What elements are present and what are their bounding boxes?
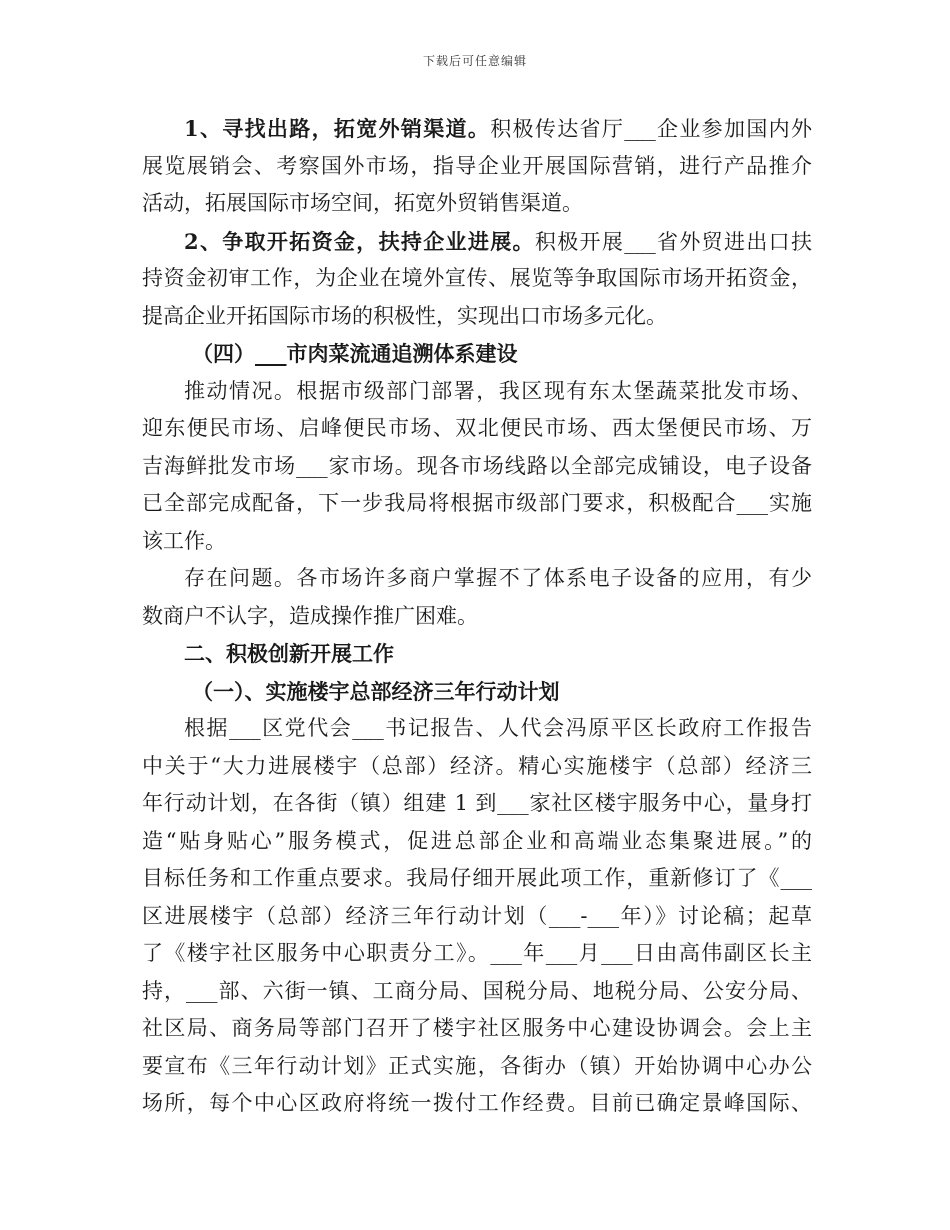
text-line: [142, 748, 812, 786]
text-line: [142, 1048, 812, 1086]
text-segment: 年行动计划，在各街（镇）组建 1 到___家社区楼宇服务中心，量身打: [142, 791, 812, 815]
text-line: [142, 673, 812, 711]
bold-text-segment: （一）、实施楼宇总部经济三年行动计划: [192, 678, 560, 704]
text-line: [142, 860, 812, 898]
text-line: [142, 598, 812, 636]
text-line: [142, 1010, 812, 1048]
text-line: [142, 935, 812, 973]
text-line: [142, 410, 812, 448]
text-segment: 迎东便民市场、启峰便民市场、双北便民市场、西太堡便民市场、万: [142, 416, 812, 440]
text-line: [142, 148, 812, 186]
text-segment: 积极开展___省外贸进出口扶: [534, 229, 812, 254]
text-line: [142, 823, 812, 861]
bold-text-segment: 二、积极创新开展工作: [184, 641, 394, 666]
text-segment: 根据___区党代会___书记报告、人代会冯原平区长政府工作报告: [184, 716, 812, 740]
text-line: [142, 710, 812, 748]
text-segment: 展览展销会、考察国外市场，指导企业开展国际营销，进行产品推介: [142, 153, 812, 178]
text-line: [142, 448, 812, 486]
text-line: [142, 110, 812, 148]
text-line: [142, 485, 812, 523]
text-segment: 了《楼宇社区服务中心职责分工》。___年___月___日由高伟副区长主: [142, 941, 812, 965]
text-segment: 造“贴身贴心”服务模式，促进总部企业和高端业态集聚进展。”的: [142, 828, 812, 853]
text-line: [142, 635, 812, 673]
text-line: [142, 523, 812, 561]
text-segment: 积极传达省厅___企业参加国内外: [490, 117, 812, 141]
bold-text-segment: 1、寻找出路，拓宽外销渠道。: [184, 116, 491, 141]
text-segment: 要宣布《三年行动计划》正式实施，各街办（镇）开始协调中心办公: [142, 1053, 812, 1078]
text-line: [142, 898, 812, 936]
text-segment: 社区局、商务局等部门召开了楼宇社区服务中心建设协调会。会上主: [142, 1016, 812, 1040]
bold-text-segment: 2、争取开拓资金，扶持企业进展。: [184, 228, 535, 254]
text-line: [142, 373, 812, 411]
text-segment: 持，___部、六街一镇、工商分局、国税分局、地税分局、公安分局、: [142, 978, 812, 1003]
document-body: [142, 110, 812, 1123]
bold-text-segment: （四）___市肉菜流通追溯体系建设: [192, 341, 518, 366]
text-line: [142, 973, 812, 1011]
text-segment: 存在问题。各市场许多商户掌握不了体系电子设备的应用，有少: [184, 566, 812, 590]
text-line: [142, 785, 812, 823]
text-line: [142, 185, 812, 223]
text-line: [142, 335, 812, 373]
text-segment: 提高企业开拓国际市场的积极性，实现出口市场多元化。: [142, 303, 667, 328]
text-segment: 数商户不认字，造成操作推广困难。: [142, 603, 478, 628]
text-segment: 活动，拓展国际市场空间，拓宽外贸销售渠道。: [142, 191, 583, 215]
text-segment: 该工作。: [142, 528, 226, 553]
text-line: [142, 560, 812, 598]
text-line: [142, 1085, 812, 1123]
text-segment: 已全部完成配备，下一步我局将根据市级部门要求，积极配合___实施: [142, 491, 812, 515]
text-segment: 目标任务和工作重点要求。我局仔细开展此项工作，重新修订了《___: [142, 866, 812, 890]
page-header: 下载后可任意编辑: [422, 54, 527, 68]
text-segment: 场所，每个中心区政府将统一拨付工作经费。目前已确定景峰国际、: [142, 1091, 812, 1115]
text-segment: 区进展楼宇（总部）经济三年行动计划（___-___年）》讨论稿；起草: [142, 903, 812, 928]
text-segment: 持资金初审工作，为企业在境外宣传、展览等争取国际市场开拓资金，: [142, 266, 812, 290]
text-segment: 吉海鲜批发市场___家市场。现各市场线路以全部完成铺设，电子设备: [142, 453, 812, 478]
text-segment: 推动情况。根据市级部门部署，我区现有东太堡蔬菜批发市场、: [184, 378, 812, 403]
text-line: [142, 223, 812, 261]
text-line: [142, 298, 812, 336]
text-segment: 中关于“大力进展楼宇（总部）经济。精心实施楼宇（总部）经济三: [142, 753, 812, 778]
text-line: [142, 260, 812, 298]
